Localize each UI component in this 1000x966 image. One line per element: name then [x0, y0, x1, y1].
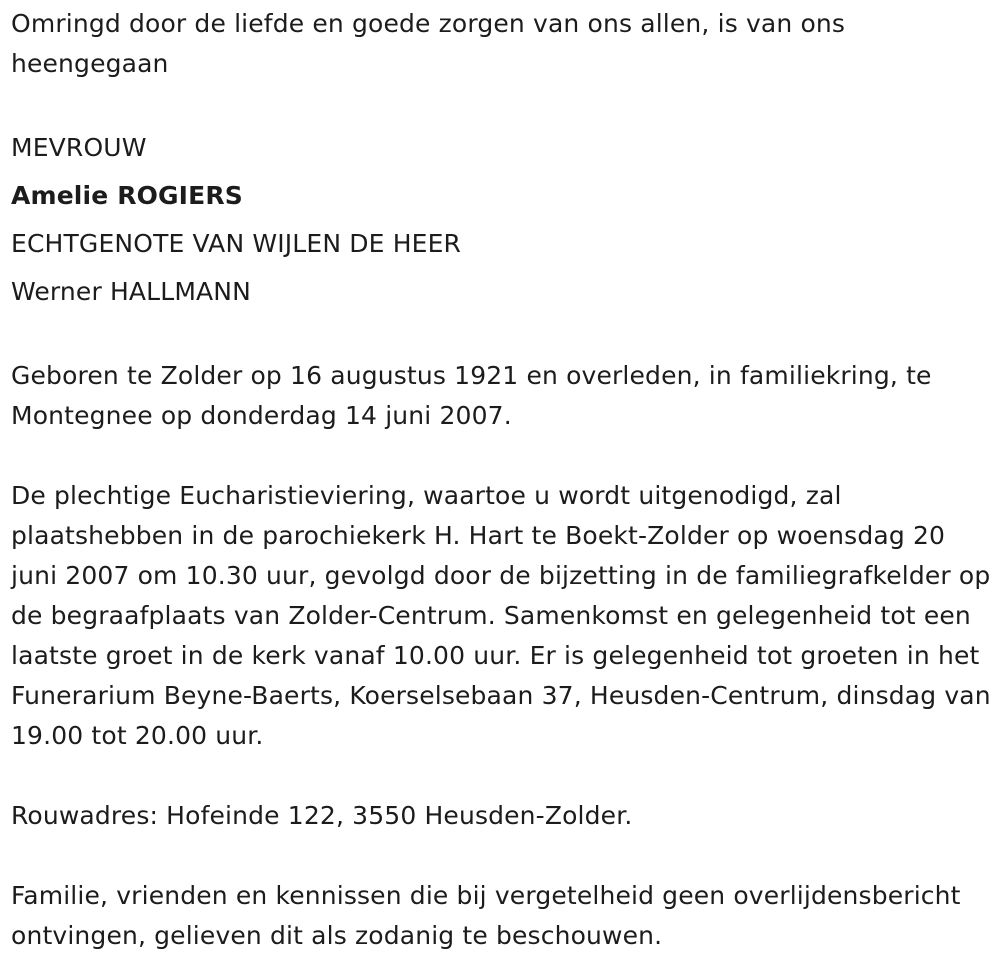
spacer: [11, 436, 991, 476]
closing-paragraph: Familie, vrienden en kennissen die bij vergetelheid geen overlijdensbericht ontvingen, gelieven dit als zodanig te beschouwen.: [11, 881, 961, 950]
spacer: [11, 316, 991, 356]
spacer: [11, 756, 991, 796]
spacer: [11, 836, 991, 876]
obituary-notice: [11, 4, 991, 956]
deceased-name: Amelie ROGIERS: [11, 181, 243, 210]
intro-paragraph: Omringd door de liefde en goede zorgen van ons allen, is van ons heengegaan: [11, 9, 846, 78]
relation-line: ECHTGENOTE VAN WIJLEN DE HEER: [11, 229, 462, 258]
spacer: [11, 84, 991, 124]
birth-death-paragraph: Geboren te Zolder op 16 augustus 1921 en overleden, in familiekring, te Montegnee op donderdag 14 juni 2007.: [11, 361, 932, 430]
honorific-title: MEVROUW: [11, 133, 147, 162]
spouse-name: Werner HALLMANN: [11, 277, 252, 306]
ceremony-paragraph: De plechtige Eucharistieviering, waartoe u wordt uitgenodigd, zal plaatshebben in de parochiekerk H. Hart te Boekt-Zolder op woensdag 20 juni 2007 om 10.30 uur, gevolgd door de bijzetting in de familiegrafkelder op de begraafplaats van Zolder-Centrum. Samenkomst en gelegenheid tot een laatste groet in de kerk vanaf 10.00 uur. Er is gelegenheid tot groeten in het Funerarium Beyne-Baerts, Koerselsebaan 37, Heusden-Centrum, dinsdag van 19.00 tot 20.00 uur.: [11, 481, 991, 750]
address-paragraph: Rouwadres: Hofeinde 122, 3550 Heusden-Zolder.: [11, 801, 633, 830]
